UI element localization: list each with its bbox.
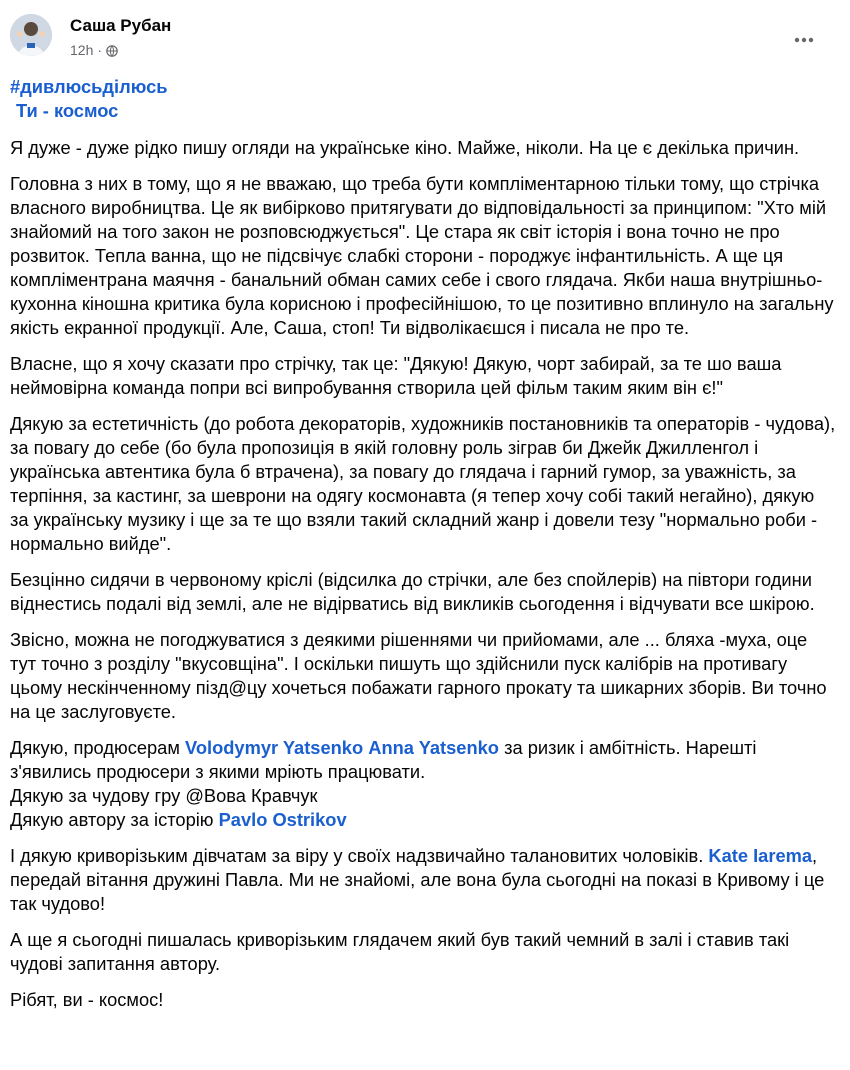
hashtag-link[interactable]: #дивлюсьділюсь — [10, 76, 168, 97]
post-time[interactable]: 12h — [70, 42, 94, 58]
paragraph-intro: Я дуже - дуже рідко пишу огляди на українське кіно. Майже, ніколи. На це є декілька причин. — [10, 137, 800, 158]
globe-icon — [106, 44, 118, 56]
paragraph-opinions: Звісно, можна не погоджуватися з деякими рішеннями чи прийомами, але ... бляха -муха, оце тут точно з розділу "вкусовщіна". І оскільки пишуть що здійснили пуск калібрів на противагу цьому нескінченному пізд@цу хочеться побажати гарного прокату та шикарних зборів. Ви точно на це заслуговуєте. — [10, 629, 827, 722]
paragraph-thanks-team: Власне, що я хочу сказати про стрічку, так це: "Дякую! Дякую, чорт забирай, за те шо ваша неймовірна команда попри всі випробування створила цей фільм таким яким він є!" — [10, 353, 782, 398]
mention-anna-yatsenko[interactable]: Anna Yatsenko — [368, 737, 499, 758]
post-header — [10, 14, 840, 64]
avatar[interactable] — [10, 14, 52, 56]
mention-volodymyr-yatsenko[interactable]: Volodymyr Yatsenko — [185, 737, 364, 758]
mention-pavlo-ostrikov[interactable]: Pavlo Ostrikov — [218, 809, 347, 830]
paragraph-author-thanks: Дякую автору за історію Pavlo Ostrikov — [10, 809, 347, 830]
paragraph-aesthetics: Дякую за естетичність (до робота декораторів, художників постановників та операторів - чудова), за повагу до себе (бо була пропозиція в якій головну роль зіграв би Джейк Джилленгол і українська автентика була б втрачена), за повагу до глядача і гарний гумор, за уважність, за терпіння, за кастинг, за шеврони на одягу космонавта (я тепер хочу собі такий негайно), дякую за українську музику і ще за те що взяли такий складний жанр і довели тезу "нормально роби - нормально вийде". — [10, 413, 836, 554]
post-meta: 12h · — [70, 42, 118, 58]
more-horizontal-icon — [794, 37, 814, 43]
paragraph-closing: Рібят, ви - космос! — [10, 989, 164, 1010]
paragraph-actor-thanks: Дякую за чудову гру @Вова Кравчук — [10, 785, 318, 806]
more-options-button[interactable] — [786, 22, 822, 58]
post-title: Ти - космос — [16, 100, 119, 121]
paragraph-producers: Дякую, продюсерам Volodymyr Yatsenko Anna Yatsenko за ризик і амбітність. Нарешті з'явились продюсери з якими мріють працювати. — [10, 737, 757, 782]
paragraph-kryvyi-rih: І дякую криворізьким дівчатам за віру у своїх надзвичайно талановитих чоловіків. Kate Iarema, передай вітання дружині Павла. Ми не знайомі, але вона була сьогодні на показі в Кривому і це так чудово! — [10, 845, 825, 914]
paragraph-audience: А ще я сьогодні пишалась криворізьким глядачем який був такий чемний в залі і ставив такі чудові запитання автору. — [10, 929, 790, 974]
author-name[interactable]: Саша Рубан — [70, 16, 172, 35]
mention-kate-iarema[interactable]: Kate Iarema — [708, 845, 813, 866]
paragraph-red-chair: Безцінно сидячи в червоному кріслі (відсилка до стрічки, але без спойлерів) на півтори години віднестись подалі від землі, але не відірватись від викликів сьогодення і відчувати все шкірою. — [10, 569, 815, 614]
paragraph-reasons: Головна з них в тому, що я не вважаю, що треба бути компліментарною тільки тому, що стрічка власного виробництва. Це як вибірково притягувати до відповідальності за принципом: "Хто мій знайомий на того закон не розповсюджується". Це стара як світ історія і вона точно не про розвиток. Тепла ванна, що не підсвічує слабкі сторони - породжує інфантильність. А ще ця компліментрана маячня - банальний обман самих себе і свого глядача. Якби наша внутрішньо-кухонна кіношна критика була корисною і професійнішою, то це позитивно вплинуло на загальну якість екранної продукції. Але, Саша, стоп! Ти відволікаєшся і писала не про те. — [10, 173, 834, 338]
post-body — [10, 75, 836, 1024]
